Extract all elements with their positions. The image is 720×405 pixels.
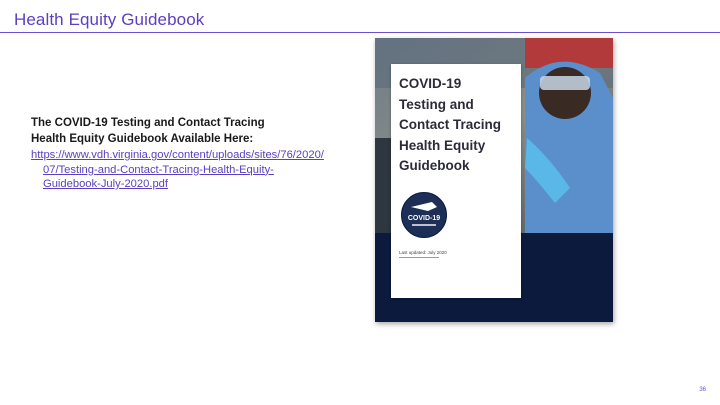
guidebook-heading-line-2: Health Equity Guidebook Available Here: (31, 133, 254, 145)
guidebook-description (31, 115, 371, 192)
cover-title-line: Health Equity (399, 137, 486, 153)
badge-label: COVID-19 (407, 215, 441, 222)
guidebook-heading-line-1: The COVID-19 Testing and Contact Tracing (31, 117, 265, 129)
cover-title (399, 74, 519, 177)
cover-title-line: COVID-19 (399, 76, 462, 91)
guidebook-cover-image (375, 38, 613, 322)
cover-updated-rule (399, 257, 439, 258)
virginia-state-icon (402, 193, 446, 237)
guidebook-link-line-3[interactable]: Guidebook-July-2020.pdf (43, 178, 169, 190)
title-divider (0, 32, 720, 33)
slide-title: Health Equity Guidebook (14, 10, 205, 29)
cover-title-line: Testing and (399, 96, 474, 112)
cover-updated-date: Last updated: July 2020 (399, 250, 447, 255)
guidebook-link[interactable] (31, 148, 371, 192)
cover-title-line: Contact Tracing (399, 117, 502, 132)
guidebook-link-line-1[interactable]: https://www.vdh.virginia.gov/content/uploads/sites/76/2020/ (31, 149, 324, 161)
page-number: 36 (699, 387, 706, 393)
cover-title-card (391, 64, 521, 298)
cover-title-line: Guidebook (399, 158, 470, 173)
guidebook-link-line-2[interactable]: 07/Testing-and-Contact-Tracing-Health-Equity- (43, 163, 274, 176)
covid-19-badge-icon (401, 192, 447, 238)
